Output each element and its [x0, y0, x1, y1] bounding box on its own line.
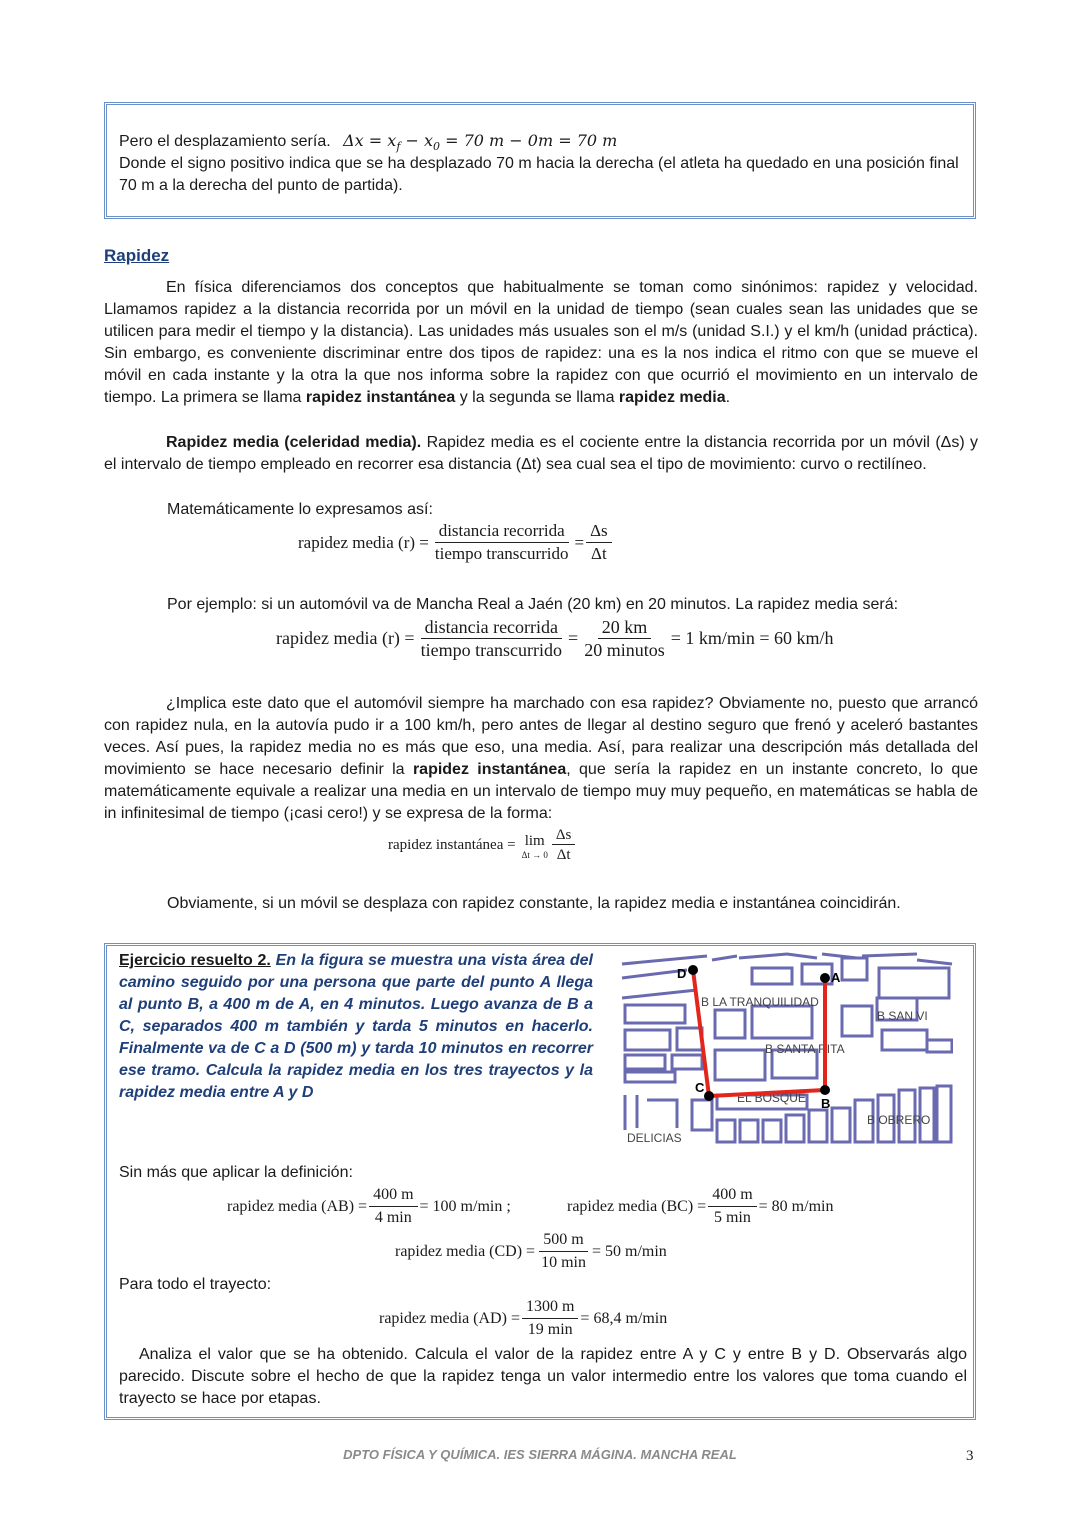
point-a-marker — [820, 973, 830, 983]
exercise-closing: Analiza el valor que se ha obtenido. Calcula el valor de la rapidez entre A y C y entre B y D. Observarás algo parecido. Discute sobre el hecho de que la rapidez tenga un valor intermedio entre los valores que toma cuando el trayecto se hace por etapas. — [119, 1346, 967, 1407]
formula-ab: rapidez media (AB) = $\frac{400 m}{4 \min}$ = 100 m/min ; — [227, 1186, 511, 1226]
rapidez-paragraph-1: En física diferenciamos dos conceptos que habitualmente se toman como sinónimos: rapidez y velocidad. Llamamos rapidez a la distancia recorrida por un móvil en la unidad de tiempo (sean cuales sean las unidades que se utilicen para medir el tiempo y la distancia). Las unidades más usuales son el m/s (unidad S.I.) y el km/h (unidad práctica). Sin embargo, es conveniente discriminar entre dos tipos de rapidez: una es la nos indica el ritmo con que se mueve el móvil en cada instante y la otra la que nos informa sobre la rapidez con que ocurrió el movimiento en un intervalo de tiempo. La primera se llama rapidez instantánea y la segunda se llama rapidez media. — [104, 279, 978, 406]
example-formula: rapidez media (r) = $\frac{\text{distancia recorrida}}{\text{tiempo transcurrido}}$ = $\frac{20 km}{\text{20 minutos}}$ = 1 km/min = 60 km/h — [276, 617, 834, 660]
section-heading-rapidez: Rapidez — [104, 246, 170, 265]
rapidez-media-formula: rapidez media (r) = $\frac{\text{distancia recorrida}}{\text{tiempo transcurrido}}$ = $\frac{\Delta s}{\Delta t}$ — [298, 520, 614, 565]
rapidez-media-definition: Rapidez media (celeridad media). Rapidez media es el cociente entre la distancia recorrida por un móvil (Δs) y el intervalo de tiempo empleado en recorrer esa distancia (Δt) sea cual sea el tipo de movimiento: curvo o rectilíneo. — [104, 434, 978, 473]
displacement-explanation: Donde el signo positivo indica que se ha desplazado 70 m hacia la derecha (el atleta ha quedado en una posición final 70 m a la derecha del punto de partida). — [119, 155, 959, 194]
street-label-santa-rita: B SANTA RITA — [765, 1042, 845, 1056]
street-label-tranquilidad: B LA TRANQUILIDAD — [701, 995, 819, 1009]
formula-ad: rapidez media (AD) = $\frac{1300 m}{19 \min}$ = 68,4 m/min — [379, 1298, 668, 1338]
route-map — [617, 950, 953, 1150]
example-intro: Por ejemplo: si un automóvil va de Mancha Real a Jaén (20 km) en 20 minutos. La rapidez media será: — [167, 596, 899, 613]
point-c-marker — [704, 1091, 714, 1101]
math-expression-intro: Matemáticamente lo expresamos así: — [167, 501, 433, 518]
point-b-label: B — [821, 1096, 831, 1111]
street-label-el-bosque: EL BOSQUE — [737, 1091, 806, 1105]
point-d-label: D — [677, 966, 687, 981]
rapidez-instantanea-paragraph: ¿Implica este dato que el automóvil siempre ha marchado con esa rapidez? Obviamente no, puesto que arrancó con rapidez nula, en la autovía pudo ir a 100 km/h, pero antes de llegar al destino seguro que frenó y aceleró bastantes veces. Así pues, la rapidez media no es más que eso, una media. Así, para realizar una descripción más detallada del movimiento se hace necesario definir la rapidez instantánea, que sería la rapidez en un instante concreto, lo que matemáticamente equivale a realizar una media en un intervalo de tiempo muy muy pequeño, en matemáticas se habla de in infinitesimal de tiempo (¡casi cero!) y se expresa de la forma: — [104, 695, 979, 822]
formula-bc: rapidez media (BC) = $\frac{400 m}{5 \min}$ = 80 m/min — [567, 1186, 834, 1226]
street-label-delicias: DELICIAS — [627, 1131, 682, 1145]
street-label-san-vi: B SAN VI — [877, 1009, 928, 1023]
displacement-formula: $\Delta x = x_f - x_0 = 70$ m − 0m = 70 m — [343, 131, 618, 154]
displacement-line1: Pero el desplazamiento sería. $\Delta x = x_f - x_0 = 70$ m − 0m = 70 m — [119, 131, 618, 154]
page-footer: DPTO FÍSICA Y QUÍMICA. IES SIERRA MÁGINA. MANCHA REAL — [343, 1447, 737, 1462]
rapidez-instantanea-formula: rapidez instantánea = lim Δt → 0 $\frac{\Delta s}{\Delta t}$ — [388, 826, 577, 865]
exercise-intro: Sin más que aplicar la definición: — [119, 1164, 353, 1181]
displacement-box — [104, 102, 976, 219]
exercise-title: Ejercicio resuelto 2. — [119, 952, 271, 969]
page-number: 3 — [966, 1448, 974, 1464]
constant-speed-note: Obviamente, si un móvil se desplaza con rapidez constante, la rapidez media e instantánea coincidirán. — [167, 895, 901, 912]
exercise-box — [104, 943, 976, 1420]
point-a-label: A — [831, 970, 841, 985]
whole-route-label: Para todo el trayecto: — [119, 1276, 272, 1293]
point-c-label: C — [695, 1080, 705, 1095]
street-label-obrero: B OBRERO — [867, 1113, 931, 1127]
point-d-marker — [688, 965, 698, 975]
exercise-statement: Ejercicio resuelto 2. En la figura se muestra una vista área del camino seguido por una persona que parte del punto A llega al punto B, a 400 m de A, en 4 minutos. Luego avanza de B a C, separados 400 m también y tarda 5 minutos en hacerlo. Finalmente va de C a D (500 m) y tarda 10 minutos en recorrer ese tramo. Calcula la rapidez media en los tres trayectos y la rapidez media entre A y D — [119, 952, 593, 1101]
point-b-marker — [820, 1085, 830, 1095]
formula-cd: rapidez media (CD) = $\frac{500 m}{10 \min}$ = 50 m/min — [395, 1231, 667, 1271]
